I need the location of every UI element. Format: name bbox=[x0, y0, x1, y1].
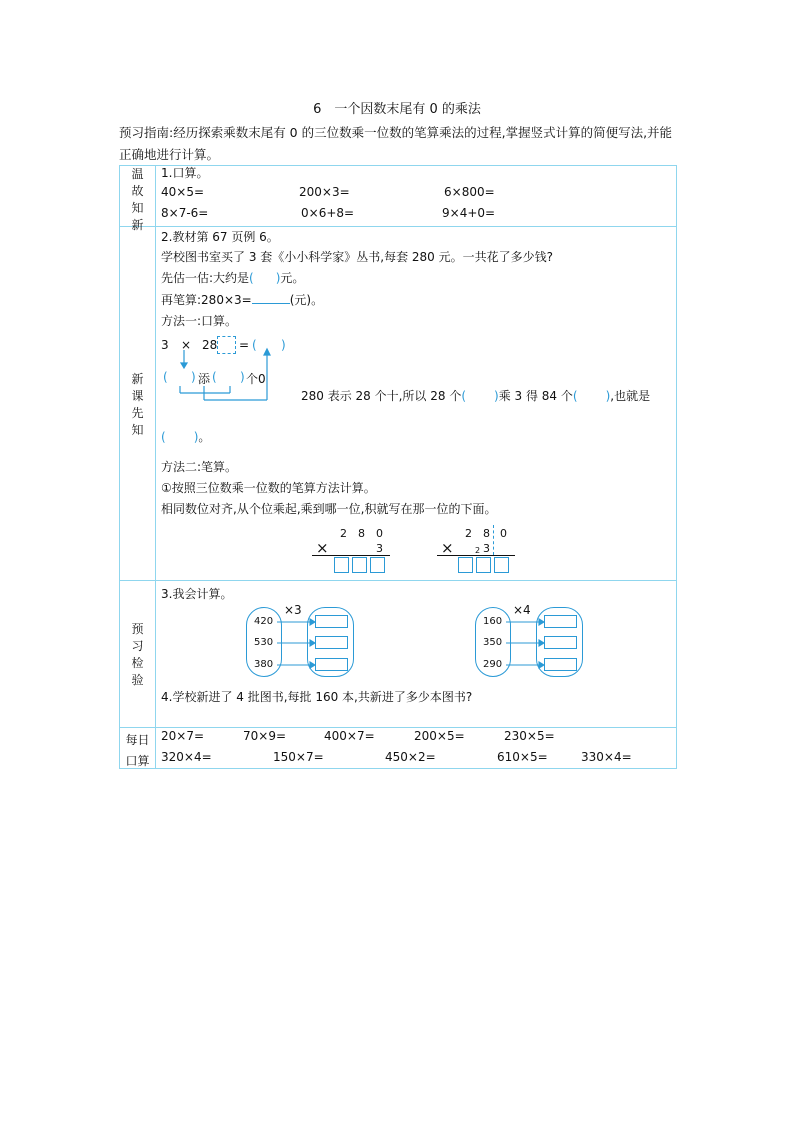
paren-right: ) bbox=[281, 338, 286, 352]
input-number: 350 bbox=[483, 637, 503, 648]
review-item: 9×4+0= bbox=[442, 206, 496, 220]
result-box[interactable] bbox=[544, 615, 577, 628]
newlesson-heading: 2.教材第 67 页例 6。 bbox=[161, 230, 279, 244]
daily-item: 450×2= bbox=[385, 750, 436, 764]
calc-blank[interactable] bbox=[252, 292, 290, 304]
paren-left: ( bbox=[212, 370, 217, 384]
label-text: 每日 bbox=[125, 733, 150, 747]
daily-item: 70×9= bbox=[243, 729, 287, 743]
input-number: 160 bbox=[483, 616, 503, 627]
daily-item: 150×7= bbox=[273, 750, 324, 764]
answer-box[interactable] bbox=[352, 557, 367, 573]
review-item: 200×3= bbox=[299, 185, 350, 199]
review-item: 0×6+8= bbox=[301, 206, 355, 220]
expr-times: × bbox=[181, 338, 192, 352]
result-box[interactable] bbox=[315, 636, 348, 649]
v2-multiplier: 3 bbox=[483, 542, 490, 555]
label-char: 知 bbox=[131, 201, 144, 215]
explain-text: 。 bbox=[198, 430, 211, 444]
explain-blank[interactable]: ( ) bbox=[572, 389, 611, 403]
explain-text: 280 表示 28 个十,所以 28 个 bbox=[301, 389, 462, 403]
review-item: 40×5= bbox=[161, 185, 205, 199]
section-label-preview bbox=[120, 621, 155, 689]
v1-multiplier: 3 bbox=[376, 542, 383, 555]
v2-digit: 0 bbox=[500, 527, 507, 540]
add-text: 添 bbox=[198, 372, 211, 386]
answer-box[interactable] bbox=[458, 557, 473, 573]
zero-count-text: 个0 bbox=[246, 372, 266, 386]
expr-equals: = bbox=[239, 338, 250, 352]
label-char: 故 bbox=[131, 184, 144, 198]
daily-item: 610×5= bbox=[497, 750, 548, 764]
calc-line bbox=[161, 291, 323, 308]
row-divider bbox=[120, 580, 676, 581]
review-item: 8×7-6= bbox=[161, 206, 209, 220]
explain-text: ,也就是 bbox=[610, 389, 651, 403]
result-box[interactable] bbox=[544, 636, 577, 649]
label-char: 先 bbox=[131, 406, 144, 420]
row-divider bbox=[120, 727, 676, 728]
review-item: 6×800= bbox=[444, 185, 495, 199]
answer-box[interactable] bbox=[370, 557, 385, 573]
review-heading: 1.口算。 bbox=[161, 166, 209, 180]
dashed-blank-box[interactable] bbox=[217, 336, 236, 354]
estimate-unit: 元。 bbox=[280, 271, 305, 285]
daily-item: 200×5= bbox=[414, 729, 465, 743]
paren-right: ) bbox=[191, 370, 196, 384]
daily-item: 320×4= bbox=[161, 750, 212, 764]
input-number: 290 bbox=[483, 659, 503, 670]
label-char: 新 bbox=[131, 218, 144, 232]
paren-left: ( bbox=[252, 338, 257, 352]
calc-text: 再笔算:280×3= bbox=[161, 293, 252, 307]
explain-line bbox=[301, 387, 650, 404]
explain-blank[interactable]: ( ) bbox=[461, 389, 499, 403]
v1-digit: 8 bbox=[358, 527, 365, 540]
estimate-line bbox=[161, 269, 304, 286]
v1-digit: 2 bbox=[340, 527, 347, 540]
v2-digit: 8 bbox=[483, 527, 490, 540]
section-label-review bbox=[120, 166, 155, 234]
v1-rule bbox=[312, 555, 390, 556]
section-label-daily bbox=[120, 730, 155, 772]
preview-heading: 3.我会计算。 bbox=[161, 587, 233, 601]
result-box[interactable] bbox=[544, 658, 577, 671]
page-title: 6 一个因数末尾有 0 的乘法 bbox=[313, 102, 481, 117]
result-box[interactable] bbox=[315, 658, 348, 671]
v2-carry: 2 bbox=[475, 546, 481, 555]
label-text: 口算 bbox=[125, 754, 150, 768]
label-char: 知 bbox=[131, 423, 144, 437]
step1-text: ①按照三位数乘一位数的笔算方法计算。 bbox=[161, 481, 376, 495]
answer-box[interactable] bbox=[334, 557, 349, 573]
label-char: 课 bbox=[131, 389, 144, 403]
input-number: 530 bbox=[254, 637, 274, 648]
calc-unit: (元)。 bbox=[289, 293, 324, 307]
daily-item: 230×5= bbox=[504, 729, 555, 743]
column-divider bbox=[155, 166, 156, 768]
step1-description: 相同数位对齐,从个位乘起,乘到哪一位,积就写在那一位的下面。 bbox=[161, 502, 497, 516]
daily-item: 20×7= bbox=[161, 729, 205, 743]
label-char: 检 bbox=[131, 656, 144, 670]
answer-box[interactable] bbox=[476, 557, 491, 573]
input-number: 380 bbox=[254, 659, 274, 670]
paren-left: ( bbox=[163, 370, 168, 384]
v2-rule bbox=[437, 555, 515, 556]
v1-times-sign: × bbox=[316, 539, 329, 557]
explain-blank[interactable]: ( ) bbox=[161, 430, 199, 444]
section-label-newlesson bbox=[120, 371, 155, 439]
input-number: 420 bbox=[254, 616, 274, 627]
preview-guide: 预习指南:经历探索乘数末尾有 0 的三位数乘一位数的笔算乘法的过程,掌握竖式计算的简便写法,并能正确地进行计算。 bbox=[119, 125, 673, 162]
daily-item: 400×7= bbox=[324, 729, 375, 743]
question-4: 4.学校新进了 4 批图书,每批 160 本,共新进了多少本图书? bbox=[161, 690, 473, 704]
label-char: 新 bbox=[131, 372, 144, 386]
label-char: 验 bbox=[131, 673, 144, 687]
expr-three: 3 bbox=[161, 338, 169, 352]
expr-28: 28 bbox=[202, 338, 218, 352]
answer-box[interactable] bbox=[494, 557, 509, 573]
estimate-blank[interactable]: ( ) bbox=[249, 271, 281, 285]
v1-digit: 0 bbox=[376, 527, 383, 540]
label-char: 预 bbox=[131, 622, 144, 636]
paren-right: ) bbox=[240, 370, 245, 384]
method1-label: 方法一:口算。 bbox=[161, 314, 238, 328]
explain-text: 乘 3 得 84 个 bbox=[498, 389, 573, 403]
row-divider bbox=[120, 226, 676, 227]
multiplier-label: ×3 bbox=[284, 603, 302, 617]
estimate-text: 先估一估:大约是 bbox=[161, 271, 250, 285]
result-box[interactable] bbox=[315, 615, 348, 628]
v2-times-sign: × bbox=[441, 539, 454, 557]
v2-dashed-divider bbox=[493, 525, 494, 555]
label-char: 习 bbox=[131, 639, 144, 653]
v2-digit: 2 bbox=[465, 527, 472, 540]
label-char: 温 bbox=[131, 167, 144, 181]
explain-line-2 bbox=[161, 428, 210, 445]
daily-item: 330×4= bbox=[581, 750, 632, 764]
method2-label: 方法二:笔算。 bbox=[161, 460, 238, 474]
problem-text: 学校图书室买了 3 套《小小科学家》丛书,每套 280 元。一共花了多少钱? bbox=[161, 250, 553, 264]
multiplier-label: ×4 bbox=[513, 603, 531, 617]
